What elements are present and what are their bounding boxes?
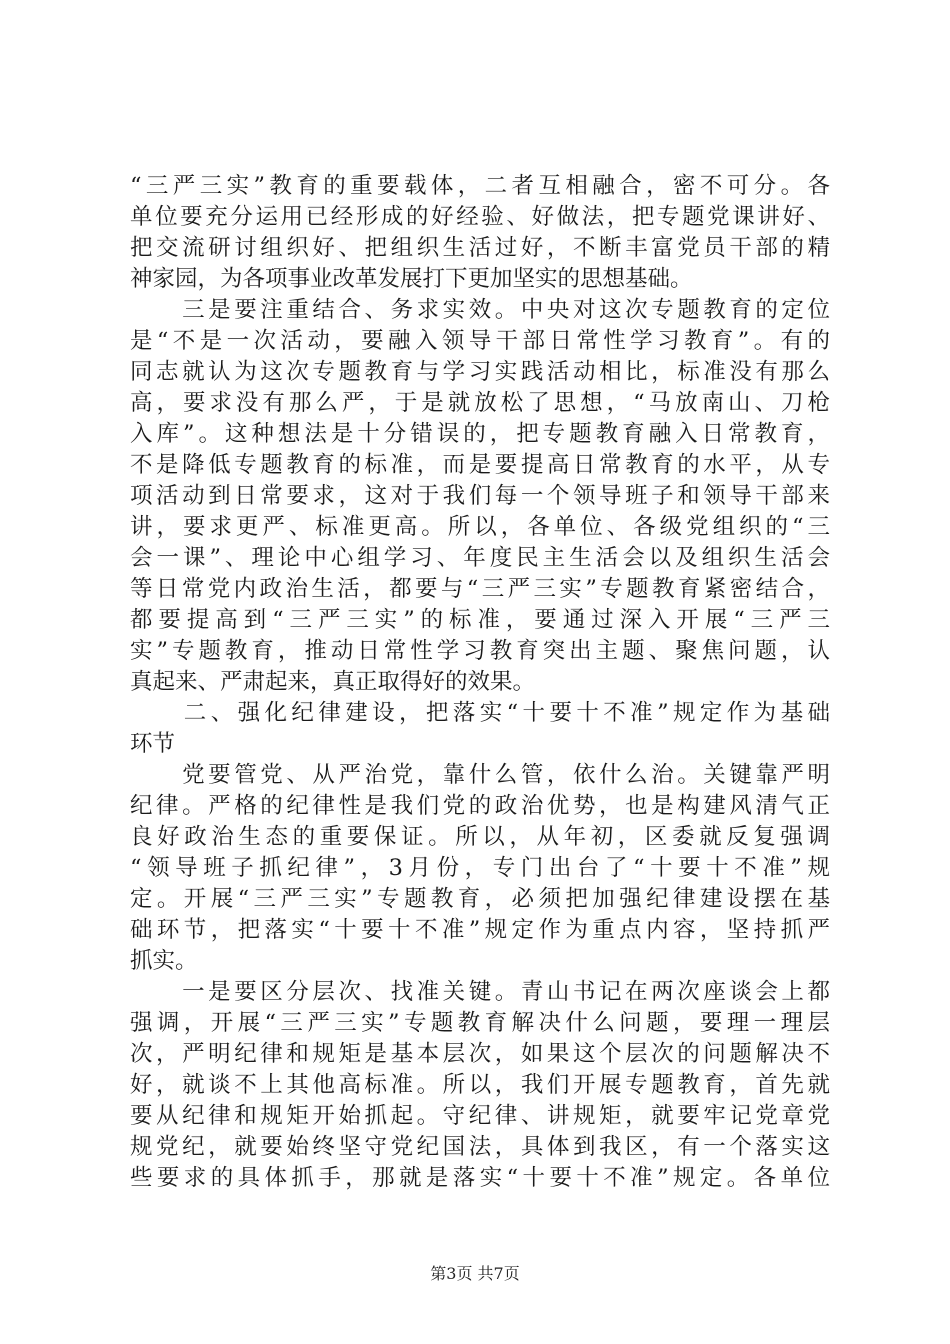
text-line: 都要提高到“三严三实”的标准，要通过深入开展“三严三 — [130, 607, 830, 633]
section-heading: 环节 — [130, 731, 176, 757]
text-line: 实”专题教育，推动日常性学习教育突出主题、聚焦问题，认 — [130, 638, 830, 664]
page-number-footer: 第3页 共7页 — [430, 1264, 520, 1283]
text-line: 好，就谈不上其他高标准。所以，我们开展专题教育，首先就 — [130, 1072, 830, 1098]
text-line: 一是要区分层次、找准关键。青山书记在两次座谈会上都 — [130, 979, 830, 1005]
text-line: 抓实。 — [130, 948, 198, 974]
text-line: 三是要注重结合、务求实效。中央对这次专题教育的定位 — [130, 297, 830, 323]
text-line: 党要管党、从严治党，靠什么管，依什么治。关键靠严明 — [130, 762, 830, 788]
text-line: 讲，要求更严、标准更高。所以，各单位、各级党组织的“三 — [130, 514, 830, 540]
text-line: 础环节，把落实“十要十不准”规定作为重点内容，坚持抓严 — [130, 917, 830, 943]
text-line: 些要求的具体抓手，那就是落实“十要十不准”规定。各单位 — [130, 1165, 830, 1191]
text-line: 真起来、严肃起来，真正取得好的效果。 — [130, 669, 536, 695]
text-line: 同志就认为这次专题教育与学习实践活动相比，标准没有那么 — [130, 359, 830, 385]
text-line: 规党纪，就要始终坚守党纪国法，具体到我区，有一个落实这 — [130, 1134, 830, 1160]
text-line: 神家园，为各项事业改革发展打下更加坚实的思想基础。 — [130, 266, 693, 292]
text-line: 定。开展“三严三实”专题教育，必须把加强纪律建设摆在基 — [130, 886, 830, 912]
text-line: 要从纪律和规矩开始抓起。守纪律、讲规矩，就要牢记党章党 — [130, 1103, 830, 1129]
text-line: “领导班子抓纪律”，3月份，专门出台了“十要十不准”规 — [130, 855, 830, 881]
text-line: 高，要求没有那么严，于是就放松了思想，“马放南山、刀枪 — [130, 390, 830, 416]
body-text — [130, 171, 830, 1194]
section-heading: 二、强化纪律建设，把落实“十要十不准”规定作为基础 — [130, 700, 830, 726]
text-line: 强调，开展“三严三实”专题教育解决什么问题，要理一理层 — [130, 1010, 830, 1036]
text-line: 入库”。这种想法是十分错误的，把专题教育融入日常教育， — [130, 421, 830, 447]
text-line: 纪律。严格的纪律性是我们党的政治优势，也是构建风清气正 — [130, 793, 830, 819]
text-line: 良好政治生态的重要保证。所以，从年初，区委就反复强调 — [130, 824, 830, 850]
text-line: “三严三实”教育的重要载体，二者互相融合，密不可分。各 — [130, 173, 830, 199]
text-line: 会一课”、理论中心组学习、年度民主生活会以及组织生活会 — [130, 545, 830, 571]
text-line: 不是降低专题教育的标准，而是要提高日常教育的水平，从专 — [130, 452, 830, 478]
text-line: 等日常党内政治生活，都要与“三严三实”专题教育紧密结合， — [130, 576, 830, 602]
text-line: 把交流研讨组织好、把组织生活过好，不断丰富党员干部的精 — [130, 235, 830, 261]
text-line: 项活动到日常要求，这对于我们每一个领导班子和领导干部来 — [130, 483, 830, 509]
text-line: 是“不是一次活动，要融入领导干部日常性学习教育”。有的 — [130, 328, 830, 354]
text-line: 单位要充分运用已经形成的好经验、好做法，把专题党课讲好、 — [130, 204, 830, 230]
text-line: 次，严明纪律和规矩是基本层次，如果这个层次的问题解决不 — [130, 1041, 830, 1067]
